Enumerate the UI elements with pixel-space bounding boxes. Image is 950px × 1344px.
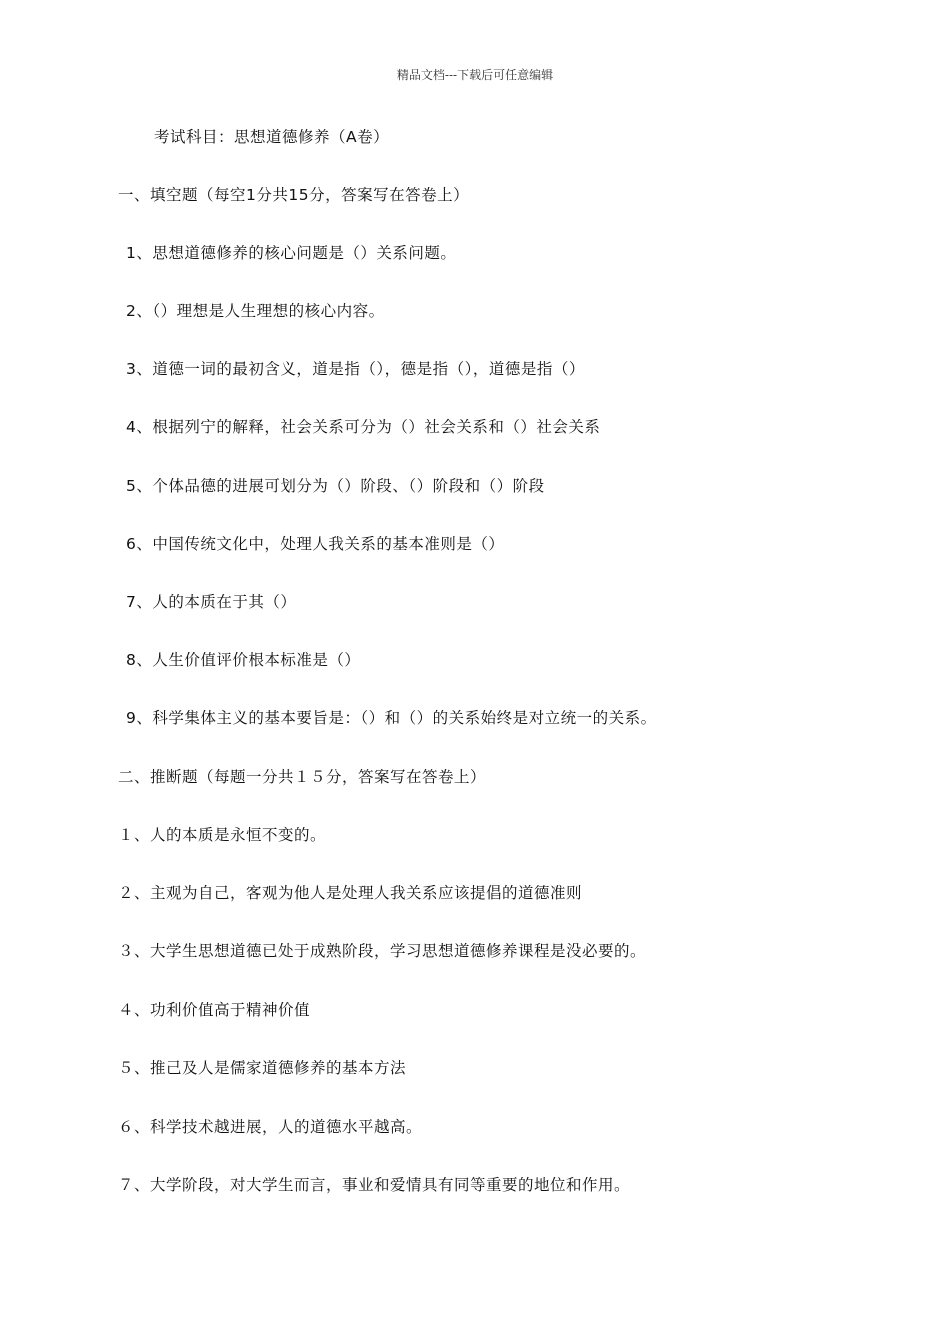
judgment-item-1: １、人的本质是永恒不变的。 bbox=[118, 826, 327, 844]
fill-blank-item-2: 2、（）理想是人生理想的核心内容。 bbox=[126, 302, 385, 320]
fill-blank-item-7: 7、人的本质在于其（） bbox=[126, 593, 297, 611]
fill-blank-item-4: 4、根据列宁的解释，社会关系可分为（）社会关系和（）社会关系 bbox=[126, 418, 601, 436]
judgment-item-7: ７、大学阶段，对大学生而言，事业和爱情具有同等重要的地位和作用。 bbox=[118, 1176, 631, 1194]
fill-blank-item-8: 8、人生价值评价根本标准是（） bbox=[126, 651, 361, 669]
fill-blank-item-3: 3、道德一词的最初含义，道是指（），德是指（），道德是指（） bbox=[126, 360, 585, 378]
judgment-item-3: ３、大学生思想道德已处于成熟阶段，学习思想道德修养课程是没必要的。 bbox=[118, 942, 647, 960]
section1-heading: 一、填空题（每空1分共15分，答案写在答卷上） bbox=[118, 186, 470, 204]
fill-blank-item-5: 5、个体品德的进展可划分为（）阶段、（）阶段和（）阶段 bbox=[126, 477, 545, 495]
section2-heading: 二、推断题（每题一分共１５分，答案写在答卷上） bbox=[118, 768, 487, 786]
judgment-item-4: ４、功利价值高于精神价值 bbox=[118, 1001, 311, 1019]
fill-blank-item-1: 1、思想道德修养的核心问题是（）关系问题。 bbox=[126, 244, 457, 262]
fill-blank-item-6: 6、中国传统文化中，处理人我关系的基本准则是（） bbox=[126, 535, 505, 553]
exam-title: 考试科目：思想道德修养（A卷） bbox=[154, 128, 390, 146]
judgment-item-5: ５、推己及人是儒家道德修养的基本方法 bbox=[118, 1059, 407, 1077]
fill-blank-item-9: 9、科学集体主义的基本要旨是：（）和（）的关系始终是对立统一的关系。 bbox=[126, 709, 657, 727]
header-note: 精品文档---下载后可任意编辑 bbox=[396, 68, 554, 82]
judgment-item-6: ６、科学技术越进展，人的道德水平越高。 bbox=[118, 1118, 423, 1136]
judgment-item-2: ２、主观为自己，客观为他人是处理人我关系应该提倡的道德准则 bbox=[118, 884, 583, 902]
